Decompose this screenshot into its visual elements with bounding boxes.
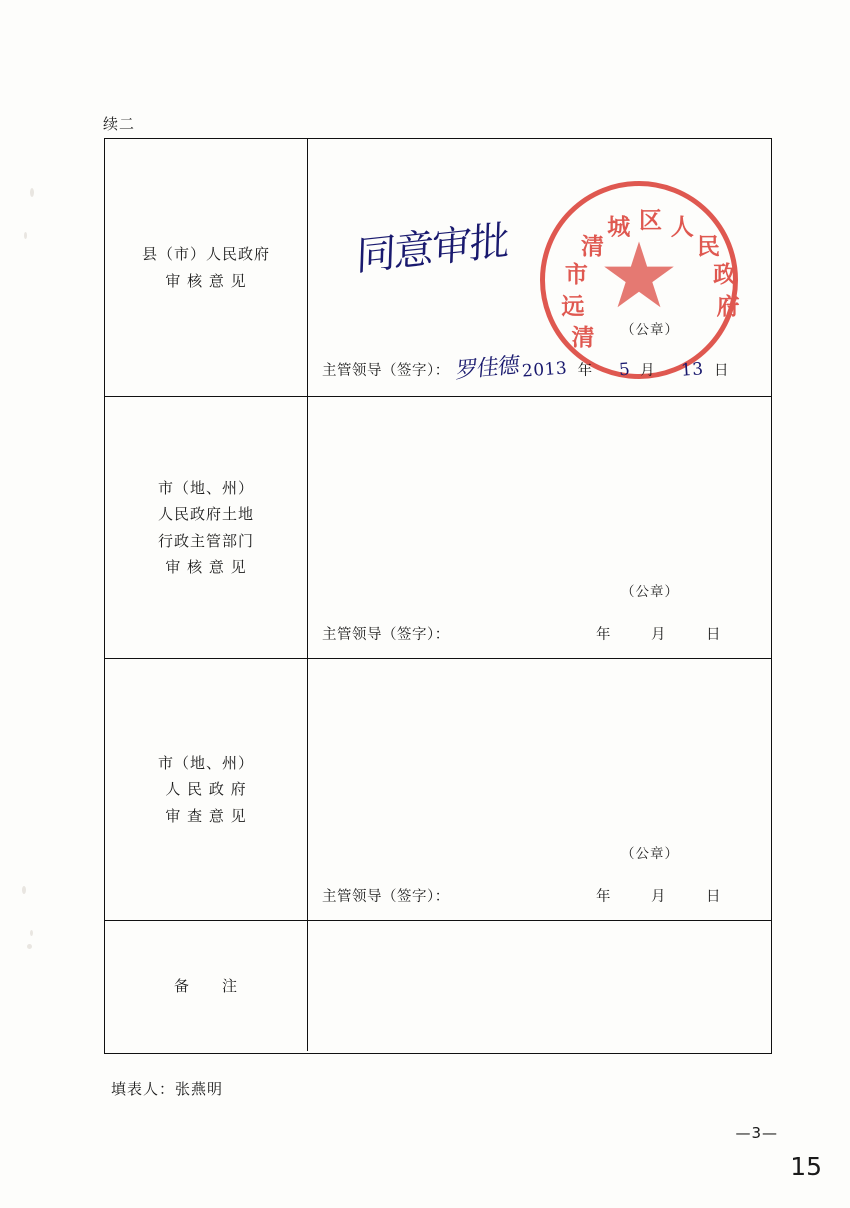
continued-label: 续二 [103, 115, 136, 133]
approval-table [104, 138, 772, 1054]
seal-placeholder-label: （公章） [621, 322, 679, 338]
signature-label: 主管领导（签字）： [322, 363, 450, 379]
signature-line[interactable] [322, 351, 757, 382]
row-content-county-government[interactable] [308, 139, 771, 396]
row-label-line: 人 民 政 府 [165, 780, 247, 799]
handwritten-signature: 罗佳德 [454, 353, 520, 384]
row-label-municipal-government [105, 659, 308, 920]
scan-speckle [30, 188, 34, 197]
date-day-value: 13 [680, 359, 705, 381]
date-day-unit: 日 [706, 627, 721, 643]
row-content-municipal-government[interactable] [308, 659, 771, 920]
signature-line[interactable] [322, 623, 757, 644]
seal-ring-text: 清 远 市 清 城 区 人 民 政 府 [561, 208, 740, 351]
seal-placeholder-label: （公章） [621, 584, 679, 600]
row-label-line: 审 核 意 见 [165, 271, 247, 290]
signature-label: 主管领导（签字）： [322, 627, 450, 643]
row-label-line: 备 注 [173, 976, 238, 995]
table-row-remarks [105, 921, 771, 1051]
date-fields[interactable] [596, 623, 757, 644]
date-year-unit: 年 [596, 627, 611, 643]
row-label-county-government [105, 139, 308, 396]
date-day-unit: 日 [706, 889, 721, 905]
table-row-municipal-land-department [105, 397, 771, 659]
table-row-municipal-government [105, 659, 771, 921]
row-label-line: 市（地、州） [157, 479, 254, 497]
signature-label: 主管领导（签字）： [322, 889, 450, 905]
date-month-value: 5 [617, 359, 631, 381]
date-month-unit: 月 [651, 889, 666, 905]
handwritten-opinion: 同意审批 [355, 217, 509, 281]
row-content-municipal-land-department[interactable] [308, 397, 771, 658]
row-label-line: 审 核 意 见 [165, 557, 247, 576]
row-content-remarks[interactable] [308, 921, 771, 1051]
form-filler-label: 填表人：张燕明 [111, 1080, 224, 1098]
page-number: 15 [790, 1152, 822, 1181]
row-label-line: 人民政府土地 [157, 505, 254, 524]
official-seal-icon [540, 181, 738, 379]
scan-speckle [27, 944, 32, 949]
date-year-unit: 年 [596, 889, 611, 905]
page-marker: —3— [735, 1124, 778, 1142]
date-fields[interactable] [522, 359, 757, 380]
date-fields[interactable] [596, 885, 757, 906]
row-label-line: 市（地、州） [157, 754, 254, 773]
date-day-unit: 日 [714, 363, 729, 379]
date-year-value: 2013 [521, 358, 569, 382]
table-row-county-government [105, 139, 771, 397]
date-month-unit: 月 [651, 627, 666, 643]
signature-line[interactable] [322, 885, 757, 906]
scan-speckle [24, 232, 27, 239]
scan-speckle [30, 930, 33, 936]
row-label-line: 审 查 意 见 [165, 806, 247, 825]
row-label-line: 行政主管部门 [157, 531, 254, 550]
seal-placeholder-label: （公章） [621, 846, 679, 862]
scan-speckle [22, 886, 26, 894]
row-label-line: 县（市）人民政府 [141, 245, 270, 264]
date-month-unit: 月 [640, 363, 656, 379]
star-icon [602, 237, 676, 311]
row-label-municipal-land-department [105, 397, 308, 658]
row-label-remarks [105, 921, 308, 1051]
date-year-unit: 年 [577, 363, 593, 379]
